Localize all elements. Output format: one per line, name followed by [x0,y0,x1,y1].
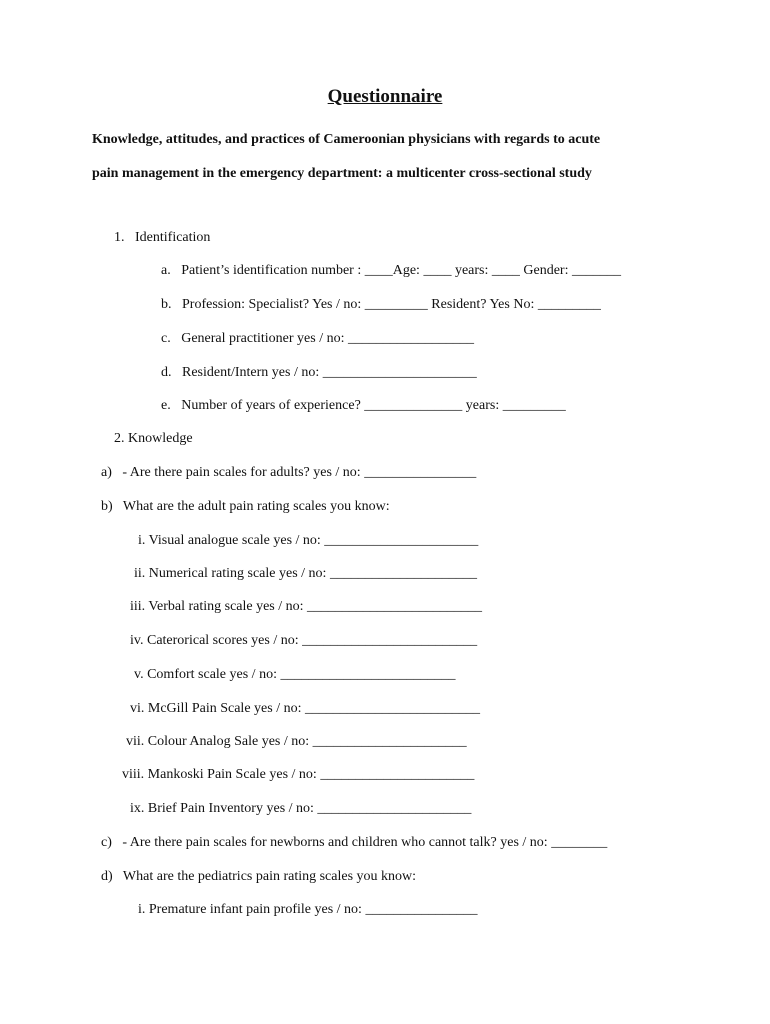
adult-scale-item-vii [126,734,467,750]
adult-scale-item-viii [122,767,474,783]
item-marker: iii. [130,599,146,614]
item-text: Number of years of experience? ______________ years: _________ [181,398,566,413]
pediatric-scale-item-i [138,902,477,918]
item-marker: vi. [130,701,145,716]
adult-scale-item-i [138,533,478,549]
question-text: What are the pediatrics pain rating scales you know: [122,869,417,884]
adult-scale-item-v [134,667,455,683]
item-text: Numerical rating scale yes / no: _____________________ [148,566,477,581]
item-text: Visual analogue scale yes / no: ______________________ [148,533,479,548]
question-a [101,465,476,481]
section-identification-heading [114,230,210,246]
item-text: Patient’s identification number : ____Age: ____ years: ____ Gender: _______ [181,263,621,278]
item-marker: viii. [122,767,145,782]
item-text: Colour Analog Sale yes / no: ______________________ [147,734,467,749]
question-text: - Are there pain scales for newborns and children who cannot talk? yes / no: ________ [122,835,608,850]
section-knowledge-heading: 2. Knowledge [114,431,193,446]
item-marker: i. [138,902,146,917]
page-title: Questionnaire [327,86,443,107]
item-marker: a. [161,263,171,278]
item-text: Brief Pain Inventory yes / no: ______________________ [147,801,472,816]
section-heading: Identification [135,230,211,245]
identification-item-e [161,398,566,414]
item-marker: e. [161,398,171,413]
item-marker: ii. [134,566,146,581]
adult-scale-item-iii [130,599,482,615]
item-text: Comfort scale yes / no: _________________________ [147,667,456,682]
question-c [101,835,607,851]
identification-item-b [161,297,601,313]
item-text: Profession: Specialist? Yes / no: _________ Resident? Yes No: _________ [182,297,601,312]
subtitle-line-2: pain management in the emergency department: a multicenter cross-sectional study [92,166,592,181]
adult-scale-item-iv [130,633,477,649]
item-text: Mankoski Pain Scale yes / no: ______________________ [147,767,475,782]
item-text: General practitioner yes / no: __________________ [181,331,474,346]
item-marker: i. [138,533,146,548]
question-d [101,869,416,885]
item-marker: v. [134,667,144,682]
item-text: McGill Pain Scale yes / no: _________________________ [147,701,480,716]
question-marker: c) [101,835,112,850]
question-marker: b) [101,499,113,514]
item-marker: d. [161,365,172,380]
item-text: Premature infant pain profile yes / no: ________________ [148,902,478,917]
item-marker: ix. [130,801,145,816]
item-text: Verbal rating scale yes / no: _________________________ [148,599,483,614]
subtitle-line-1: Knowledge, attitudes, and practices of Cameroonian physicians with regards to acute [92,132,601,147]
adult-scale-item-ix [130,801,471,817]
identification-item-d [161,365,477,381]
adult-scale-item-ii [134,566,477,582]
item-marker: b. [161,297,172,312]
identification-item-c [161,331,474,347]
question-text: What are the adult pain rating scales you know: [122,499,390,514]
question-text: - Are there pain scales for adults? yes / no: ________________ [122,465,477,480]
item-marker: c. [161,331,171,346]
item-marker: vii. [126,734,145,749]
question-marker: d) [101,869,113,884]
item-text: Caterorical scores yes / no: _________________________ [146,633,478,648]
item-text: Resident/Intern yes / no: ______________________ [182,365,477,380]
question-marker: a) [101,465,112,480]
question-b [101,499,390,515]
item-marker: iv. [130,633,144,648]
section-number: 1. [114,230,125,245]
identification-item-a [161,263,621,279]
adult-scale-item-vi [130,701,480,717]
